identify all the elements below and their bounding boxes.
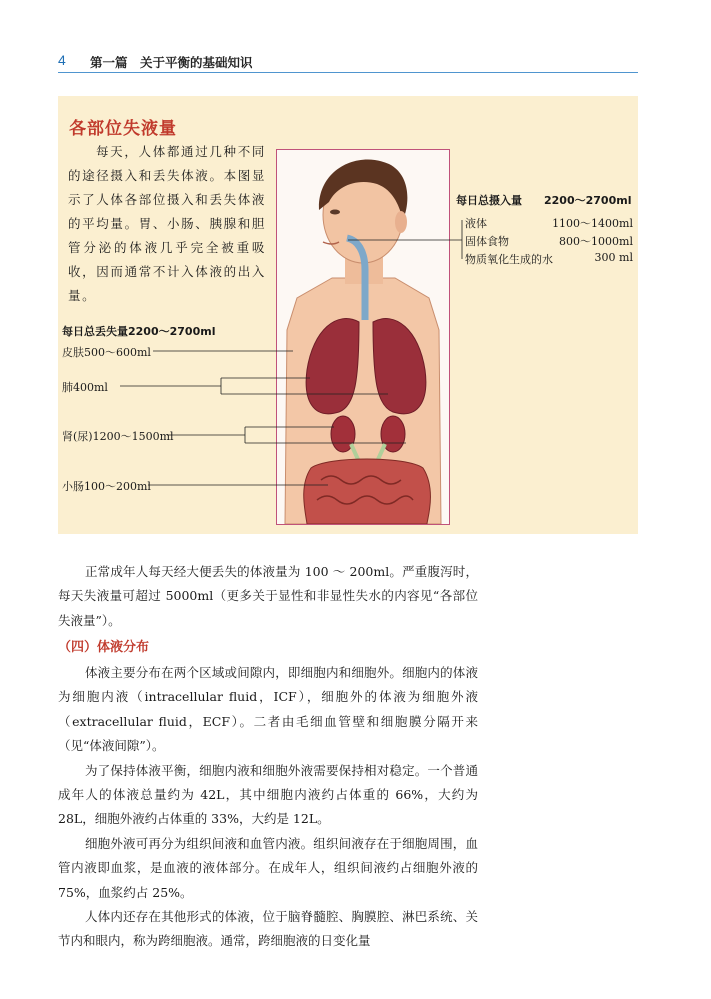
eye-shape [330,210,340,215]
intestine-shape [304,459,431,524]
loss-title: 每日总丢失量2200～2700ml [62,325,216,338]
intake-value: 300 ml [594,251,633,264]
paragraph-stool-loss [58,560,478,633]
loss-lung: 肺400ml [62,381,108,394]
intake-value: 1100～1400ml [552,217,633,230]
intake-label: 物质氧化生成的水 [465,253,553,266]
paragraph-transcellular: 人体内还存在其他形式的体液，位于脑脊髓腔、胸膜腔、淋巴系统、关节内和眼内，称为跨细胞液。通常，跨细胞液的日变化量 [58,909,478,949]
figure-intro: 每天，人体都通过几种不同的途径摄入和丢失体液。本图显示了人体各部位摄入和丢失体液的平均量。胃、小肠、胰腺和胆管分泌的体液几乎完全被重吸收，因而通常不计入体液的出入量。 [68,144,266,303]
anatomy-illustration [276,149,450,525]
figure-box [58,96,638,534]
page-number: 4 [58,52,66,68]
intake-value: 800～1000ml [559,235,633,248]
page-header [58,52,638,72]
section-heading: （四）体液分布 [58,640,150,655]
intake-label: 液体 [465,217,487,230]
figure-title: 各部位失液量 [69,119,177,139]
paragraph-text: 正常成年人每天经大便丢失的体液量为 100 ～ 200ml。严重腹泻时，每天失液量可超过 5000ml（更多关于显性和非显性失水的内容见“各部位失液量”）。 [58,564,478,628]
loss-intestine: 小肠100～200ml [62,480,151,493]
intake-label: 固体食物 [465,235,509,248]
paragraph-ecf: 细胞外液可再分为组织间液和血管内液。组织间液存在于细胞周围，血管内液即血浆，是血液的液体部分。在成年人，组织间液约占细胞外液的 75%，血浆约占 25%。 [58,835,478,900]
header-rule [58,72,638,73]
loss-skin: 皮肤500～600ml [62,346,151,359]
body-diagram [277,150,449,524]
ear-shape [395,211,407,233]
chapter-title: 第一篇 关于平衡的基础知识 [90,55,253,70]
section-body [58,661,478,954]
paragraph-distribution: 体液主要分布在两个区域或间隙内，即细胞内和细胞外。细胞内的体液为细胞内液（intracellular fluid，ICF），细胞外的体液为细胞外液（extracellular fluid，ECF）。二者由毛细血管壁和细胞膜分隔开来（见“体液间隙”）。 [58,665,478,754]
paragraph-balance: 为了保持体液平衡，细胞内液和细胞外液需要保持相对稳定。一个普通成年人的体液总量约为 42L，其中细胞内液约占体重的 66%，大约为 28L，细胞外液约占体重的 33%，大约是 12L。 [58,762,478,827]
loss-kidney: 肾(尿)1200～1500ml [62,430,174,443]
intake-title: 每日总摄入量 2200～2700ml [456,194,632,207]
